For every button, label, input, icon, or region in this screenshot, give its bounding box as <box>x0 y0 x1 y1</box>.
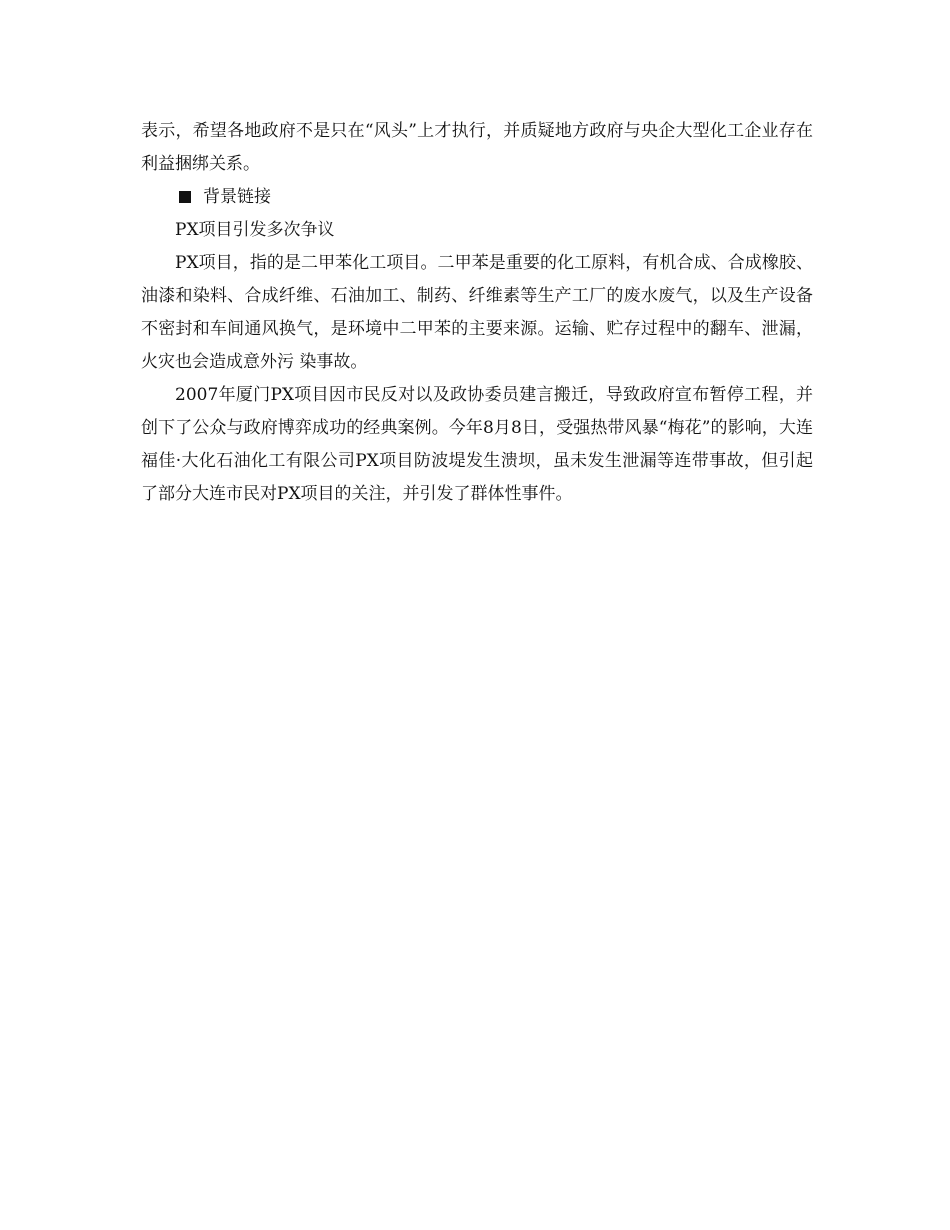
paragraph-px-definition: PX项目，指的是二甲苯化工项目。二甲苯是重要的化工原料，有机合成、合成橡胶、油漆和染料、合成纤维、石油加工、制药、纤维素等生产工厂的废水废气，以及生产设备不密封和车间通风换气，是环境中二甲苯的主要来源。运输、贮存过程中的翻车、泄漏，火灾也会造成意外污 染事故。 <box>141 253 813 372</box>
section-heading-text: 背景链接 <box>203 187 271 207</box>
subheading: PX项目引发多次争议 <box>175 220 335 240</box>
section-heading-background <box>141 181 813 214</box>
paragraph-continuation: 表示，希望各地政府不是只在“风头”上才执行，并质疑地方政府与央企大型化工企业存在利益捆绑关系。 <box>141 121 813 174</box>
document-page <box>141 115 813 511</box>
paragraph-px-history: 2007年厦门PX项目因市民反对以及政协委员建言搬迁，导致政府宣布暂停工程，并创下了公众与政府博弈成功的经典案例。今年8月8日，受强热带风暴“梅花”的影响，大连福佳·大化石油化工有限公司PX项目防波堤发生溃坝，虽未发生泄漏等连带事故，但引起了部分大连市民对PX项目的关注，并引发了群体性事件。 <box>141 385 813 504</box>
square-bullet-icon <box>179 191 191 203</box>
